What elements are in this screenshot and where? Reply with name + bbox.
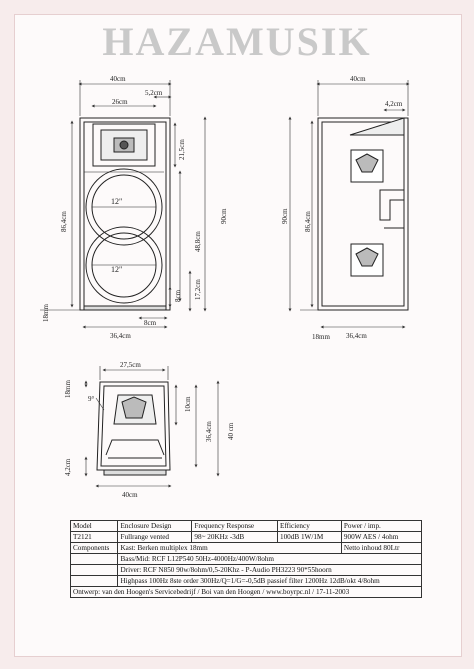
spec-h-model: Model (71, 521, 118, 532)
front-inner-height-label: 86,4cm (60, 211, 68, 232)
front-plinth (84, 306, 166, 310)
top-inner-depth-label: 36,4cm (205, 421, 213, 442)
spec-empty-1 (71, 554, 118, 565)
spec-model: T2121 (71, 532, 118, 543)
spec-power: 900W AES / 4ohm (341, 532, 421, 543)
front-width-label: 40cm (110, 75, 126, 83)
side-outer (318, 118, 408, 310)
top-horn-throat (122, 397, 146, 418)
top-view (97, 382, 170, 475)
spec-table (70, 520, 422, 598)
side-view (318, 118, 408, 310)
spec-h-freq: Frequency Response (192, 521, 278, 532)
spec-header-row (71, 521, 422, 532)
front-horn-height-label: 21,5cm (178, 139, 186, 160)
spec-bassmid: Bass/Mid: RCF L12P540 50Hz-4000Hz/400W/8ohm (118, 554, 422, 565)
side-baffle (380, 190, 404, 220)
front-horn-width-label: 26cm (112, 98, 128, 106)
top-plinth (104, 470, 166, 475)
spec-values-row (71, 532, 422, 543)
top-width-label: 27,5cm (120, 361, 141, 369)
side-offset-label: 4,2cm (385, 100, 403, 108)
front-inner-width-label: 36,4cm (110, 332, 131, 340)
top-plinth-label: 18mm (64, 380, 72, 398)
top-rear-offset-label: 4,2cm (64, 458, 72, 476)
front-horn-offset-label: 5,2cm (145, 89, 163, 97)
spec-filter-row (71, 576, 422, 587)
spec-driver: Driver: RCF N850 90w/8ohm/0,5-20Khz - P-Audio PH3223 90*55hoorn (118, 565, 422, 576)
front-plinth-label: 18mm (42, 304, 50, 322)
top-angle-label: 9° (88, 395, 95, 403)
front-bottom-width-label: 8cm (144, 319, 157, 327)
side-plinth-label: 18mm (312, 333, 330, 341)
top-bottom-width-label: 40cm (122, 491, 138, 499)
front-view (80, 118, 170, 310)
front-port-height-label: 17,2cm (194, 279, 202, 300)
spec-ontwerp: Ontwerp: van den Hoogen's Servicebedrijf / Boi van den Hoogen / www.boyrpc.nl / 17-11-2003 (71, 587, 422, 598)
spec-components-label: Components (71, 543, 118, 554)
side-inner-height-label: 86,4cm (304, 211, 312, 232)
front-woofer-section-label: 48,8cm (194, 231, 202, 252)
front-total-height-label: 90cm (220, 208, 228, 224)
side-depth-label: 40cm (350, 75, 366, 83)
spec-ontwerp-row (71, 587, 422, 598)
brand-title: HAZAMUSIK (102, 19, 372, 64)
spec-freq: 98~ 20KHz -3dB (192, 532, 278, 543)
spec-filter: Highpass 100Hz 8ste order 300Hz/Q=1/G=-0,5dB passief filter 1200Hz 12dB/okt 4/8ohm (118, 576, 422, 587)
spec-empty-3 (71, 576, 118, 587)
spec-netto: Netto inhoud 80Ltr (341, 543, 421, 554)
woofer-2-label: 12" (111, 265, 123, 274)
spec-h-power: Power / imp. (341, 521, 421, 532)
woofer-1-label: 12" (111, 197, 123, 206)
spec-kast-row (71, 543, 422, 554)
spec-kast: Kast: Berken multiplex 18mm (118, 543, 341, 554)
side-total-height-label: 90cm (281, 208, 289, 224)
spec-design: Fullrange vented (118, 532, 192, 543)
horn-driver (120, 141, 128, 149)
front-port-small-label: 8cm (174, 289, 182, 302)
spec-empty-2 (71, 565, 118, 576)
top-total-depth-label: 40 cm (227, 422, 235, 440)
spec-eff: 100dB 1W/1M (277, 532, 341, 543)
side-inner-depth-label: 36,4cm (346, 332, 367, 340)
spec-h-eff: Efficiency (277, 521, 341, 532)
side-horn-top (350, 118, 404, 135)
spec-h-design: Enclosure Design (118, 521, 192, 532)
top-baffle (106, 440, 164, 455)
spec-driver-row (71, 565, 422, 576)
spec-bassmid-row (71, 554, 422, 565)
top-horn-depth-label: 10cm (184, 396, 192, 412)
top-dimensions (86, 366, 218, 486)
